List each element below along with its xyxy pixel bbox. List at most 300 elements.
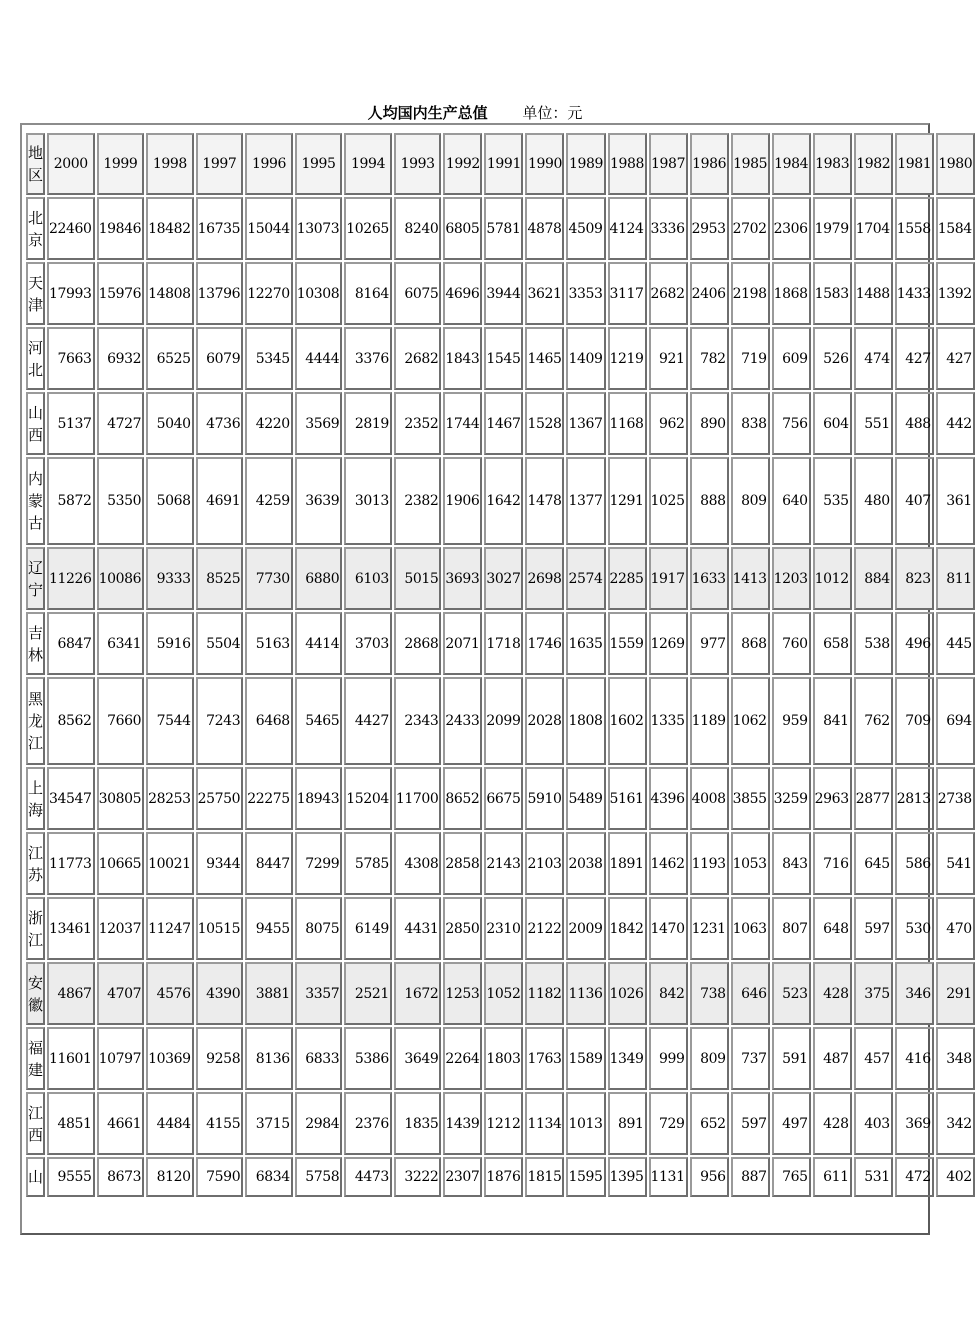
value-cell: 9333 bbox=[146, 547, 194, 610]
value-cell: 1808 bbox=[566, 677, 605, 765]
value-cell: 884 bbox=[854, 547, 893, 610]
value-cell: 5872 bbox=[47, 457, 95, 545]
value-cell: 1433 bbox=[895, 262, 934, 325]
value-cell: 9555 bbox=[47, 1157, 95, 1197]
value-cell: 729 bbox=[649, 1092, 688, 1155]
value-cell: 1203 bbox=[772, 547, 811, 610]
value-cell: 5015 bbox=[394, 547, 442, 610]
table-row bbox=[26, 547, 975, 610]
value-cell: 18943 bbox=[295, 767, 343, 830]
value-cell: 488 bbox=[895, 392, 934, 455]
value-cell: 2682 bbox=[394, 327, 442, 390]
value-cell: 3336 bbox=[649, 197, 688, 260]
value-cell: 4414 bbox=[295, 612, 343, 675]
value-cell: 2963 bbox=[813, 767, 852, 830]
value-cell: 4878 bbox=[525, 197, 564, 260]
value-cell: 841 bbox=[813, 677, 852, 765]
table-row bbox=[26, 457, 975, 545]
value-cell: 6468 bbox=[245, 677, 293, 765]
value-cell: 12037 bbox=[97, 897, 145, 960]
value-cell: 7663 bbox=[47, 327, 95, 390]
value-cell: 348 bbox=[936, 1027, 975, 1090]
value-cell: 1642 bbox=[484, 457, 523, 545]
value-cell: 34547 bbox=[47, 767, 95, 830]
value-cell: 4691 bbox=[196, 457, 244, 545]
value-cell: 694 bbox=[936, 677, 975, 765]
value-cell: 1231 bbox=[690, 897, 729, 960]
value-cell: 2103 bbox=[525, 832, 564, 895]
value-cell: 962 bbox=[649, 392, 688, 455]
value-cell: 15044 bbox=[245, 197, 293, 260]
value-cell: 523 bbox=[772, 962, 811, 1025]
value-cell: 6834 bbox=[245, 1157, 293, 1197]
value-cell: 4124 bbox=[608, 197, 647, 260]
value-cell: 3944 bbox=[484, 262, 523, 325]
value-cell: 4576 bbox=[146, 962, 194, 1025]
value-cell: 407 bbox=[895, 457, 934, 545]
value-cell: 7590 bbox=[196, 1157, 244, 1197]
value-cell: 3569 bbox=[295, 392, 343, 455]
table-row bbox=[26, 1092, 975, 1155]
value-cell: 3376 bbox=[344, 327, 392, 390]
year-header-cell: 1998 bbox=[146, 133, 194, 195]
region-cell: 吉林 bbox=[26, 612, 45, 675]
value-cell: 1253 bbox=[443, 962, 482, 1025]
value-cell: 1395 bbox=[608, 1157, 647, 1197]
value-cell: 4427 bbox=[344, 677, 392, 765]
value-cell: 4484 bbox=[146, 1092, 194, 1155]
value-cell: 1545 bbox=[484, 327, 523, 390]
table-row bbox=[26, 327, 975, 390]
value-cell: 8673 bbox=[97, 1157, 145, 1197]
value-cell: 541 bbox=[936, 832, 975, 895]
value-cell: 921 bbox=[649, 327, 688, 390]
value-cell: 4155 bbox=[196, 1092, 244, 1155]
value-cell: 1131 bbox=[649, 1157, 688, 1197]
value-cell: 22275 bbox=[245, 767, 293, 830]
value-cell: 428 bbox=[813, 962, 852, 1025]
value-cell: 369 bbox=[895, 1092, 934, 1155]
year-header-cell: 1990 bbox=[525, 133, 564, 195]
value-cell: 1746 bbox=[525, 612, 564, 675]
value-cell: 762 bbox=[854, 677, 893, 765]
value-cell: 22460 bbox=[47, 197, 95, 260]
value-cell: 346 bbox=[895, 962, 934, 1025]
value-cell: 1583 bbox=[813, 262, 852, 325]
value-cell: 3881 bbox=[245, 962, 293, 1025]
value-cell: 474 bbox=[854, 327, 893, 390]
table-row bbox=[26, 1027, 975, 1090]
value-cell: 551 bbox=[854, 392, 893, 455]
value-cell: 14808 bbox=[146, 262, 194, 325]
value-cell: 4661 bbox=[97, 1092, 145, 1155]
value-cell: 2071 bbox=[443, 612, 482, 675]
value-cell: 427 bbox=[936, 327, 975, 390]
value-cell: 16735 bbox=[196, 197, 244, 260]
value-cell: 2009 bbox=[566, 897, 605, 960]
value-cell: 807 bbox=[772, 897, 811, 960]
region-cell: 山西 bbox=[26, 392, 45, 455]
value-cell: 1168 bbox=[608, 392, 647, 455]
region-cell: 江苏 bbox=[26, 832, 45, 895]
value-cell: 890 bbox=[690, 392, 729, 455]
value-cell: 11601 bbox=[47, 1027, 95, 1090]
value-cell: 428 bbox=[813, 1092, 852, 1155]
value-cell: 2877 bbox=[854, 767, 893, 830]
region-cell: 北京 bbox=[26, 197, 45, 260]
value-cell: 1595 bbox=[566, 1157, 605, 1197]
value-cell: 1672 bbox=[394, 962, 442, 1025]
value-cell: 12270 bbox=[245, 262, 293, 325]
value-cell: 1013 bbox=[566, 1092, 605, 1155]
year-header-cell: 1993 bbox=[394, 133, 442, 195]
value-cell: 2984 bbox=[295, 1092, 343, 1155]
value-cell: 8240 bbox=[394, 197, 442, 260]
value-cell: 10265 bbox=[344, 197, 392, 260]
value-cell: 1488 bbox=[854, 262, 893, 325]
value-cell: 8652 bbox=[443, 767, 482, 830]
value-cell: 4444 bbox=[295, 327, 343, 390]
value-cell: 716 bbox=[813, 832, 852, 895]
value-cell: 4431 bbox=[394, 897, 442, 960]
value-cell: 959 bbox=[772, 677, 811, 765]
value-cell: 427 bbox=[895, 327, 934, 390]
table-frame bbox=[20, 123, 973, 1235]
value-cell: 6675 bbox=[484, 767, 523, 830]
title-text: 人均国内生产总值 bbox=[367, 104, 488, 122]
value-cell: 5758 bbox=[295, 1157, 343, 1197]
value-cell: 8075 bbox=[295, 897, 343, 960]
table-row bbox=[26, 262, 975, 325]
value-cell: 3013 bbox=[344, 457, 392, 545]
value-cell: 888 bbox=[690, 457, 729, 545]
value-cell: 709 bbox=[895, 677, 934, 765]
value-cell: 13073 bbox=[295, 197, 343, 260]
value-cell: 8525 bbox=[196, 547, 244, 610]
value-cell: 1465 bbox=[525, 327, 564, 390]
value-cell: 1182 bbox=[525, 962, 564, 1025]
value-cell: 586 bbox=[895, 832, 934, 895]
value-cell: 2122 bbox=[525, 897, 564, 960]
value-cell: 497 bbox=[772, 1092, 811, 1155]
value-cell: 13461 bbox=[47, 897, 95, 960]
value-cell: 403 bbox=[854, 1092, 893, 1155]
value-cell: 737 bbox=[731, 1027, 770, 1090]
table-row bbox=[26, 767, 975, 830]
value-cell: 4390 bbox=[196, 962, 244, 1025]
year-header-cell: 1991 bbox=[484, 133, 523, 195]
region-cell: 天津 bbox=[26, 262, 45, 325]
value-cell: 2574 bbox=[566, 547, 605, 610]
value-cell: 1219 bbox=[608, 327, 647, 390]
value-cell: 11226 bbox=[47, 547, 95, 610]
value-cell: 18482 bbox=[146, 197, 194, 260]
value-cell: 2433 bbox=[443, 677, 482, 765]
value-cell: 5137 bbox=[47, 392, 95, 455]
value-cell: 15976 bbox=[97, 262, 145, 325]
value-cell: 1589 bbox=[566, 1027, 605, 1090]
gdp-table bbox=[24, 131, 977, 1199]
value-cell: 4259 bbox=[245, 457, 293, 545]
value-cell: 782 bbox=[690, 327, 729, 390]
table-row bbox=[26, 197, 975, 260]
value-cell: 7243 bbox=[196, 677, 244, 765]
value-cell: 4727 bbox=[97, 392, 145, 455]
value-cell: 842 bbox=[649, 962, 688, 1025]
value-cell: 6525 bbox=[146, 327, 194, 390]
value-cell: 1744 bbox=[443, 392, 482, 455]
value-cell: 1558 bbox=[895, 197, 934, 260]
value-cell: 9455 bbox=[245, 897, 293, 960]
value-cell: 6341 bbox=[97, 612, 145, 675]
value-cell: 597 bbox=[854, 897, 893, 960]
table-row bbox=[26, 392, 975, 455]
value-cell: 7730 bbox=[245, 547, 293, 610]
value-cell: 646 bbox=[731, 962, 770, 1025]
value-cell: 1467 bbox=[484, 392, 523, 455]
value-cell: 4308 bbox=[394, 832, 442, 895]
table-row bbox=[26, 897, 975, 960]
year-header-cell: 1982 bbox=[854, 133, 893, 195]
value-cell: 760 bbox=[772, 612, 811, 675]
value-cell: 6847 bbox=[47, 612, 95, 675]
year-header-cell: 1987 bbox=[649, 133, 688, 195]
value-cell: 8120 bbox=[146, 1157, 194, 1197]
value-cell: 977 bbox=[690, 612, 729, 675]
value-cell: 1189 bbox=[690, 677, 729, 765]
value-cell: 1193 bbox=[690, 832, 729, 895]
value-cell: 5910 bbox=[525, 767, 564, 830]
value-cell: 1025 bbox=[649, 457, 688, 545]
value-cell: 3639 bbox=[295, 457, 343, 545]
table-row bbox=[26, 962, 975, 1025]
value-cell: 4736 bbox=[196, 392, 244, 455]
region-cell: 辽宁 bbox=[26, 547, 45, 610]
value-cell: 15204 bbox=[344, 767, 392, 830]
value-cell: 645 bbox=[854, 832, 893, 895]
value-cell: 2099 bbox=[484, 677, 523, 765]
value-cell: 2038 bbox=[566, 832, 605, 895]
value-cell: 1979 bbox=[813, 197, 852, 260]
value-cell: 10021 bbox=[146, 832, 194, 895]
value-cell: 719 bbox=[731, 327, 770, 390]
value-cell: 1602 bbox=[608, 677, 647, 765]
value-cell: 5161 bbox=[608, 767, 647, 830]
value-cell: 10515 bbox=[196, 897, 244, 960]
value-cell: 1835 bbox=[394, 1092, 442, 1155]
year-header-cell: 1996 bbox=[245, 133, 293, 195]
value-cell: 5465 bbox=[295, 677, 343, 765]
year-header-cell: 1983 bbox=[813, 133, 852, 195]
value-cell: 3855 bbox=[731, 767, 770, 830]
value-cell: 4696 bbox=[443, 262, 482, 325]
value-cell: 3357 bbox=[295, 962, 343, 1025]
value-cell: 5040 bbox=[146, 392, 194, 455]
value-cell: 2264 bbox=[443, 1027, 482, 1090]
value-cell: 5504 bbox=[196, 612, 244, 675]
value-cell: 887 bbox=[731, 1157, 770, 1197]
year-header-cell: 1997 bbox=[196, 133, 244, 195]
value-cell: 2382 bbox=[394, 457, 442, 545]
value-cell: 1876 bbox=[484, 1157, 523, 1197]
region-cell: 安徽 bbox=[26, 962, 45, 1025]
region-cell: 黑龙江 bbox=[26, 677, 45, 765]
value-cell: 5350 bbox=[97, 457, 145, 545]
value-cell: 3649 bbox=[394, 1027, 442, 1090]
value-cell: 3027 bbox=[484, 547, 523, 610]
value-cell: 2285 bbox=[608, 547, 647, 610]
year-header-cell: 1999 bbox=[97, 133, 145, 195]
value-cell: 1815 bbox=[525, 1157, 564, 1197]
table-title bbox=[0, 103, 950, 123]
value-cell: 342 bbox=[936, 1092, 975, 1155]
value-cell: 640 bbox=[772, 457, 811, 545]
value-cell: 11700 bbox=[394, 767, 442, 830]
year-header-cell: 1988 bbox=[608, 133, 647, 195]
value-cell: 765 bbox=[772, 1157, 811, 1197]
value-cell: 999 bbox=[649, 1027, 688, 1090]
value-cell: 1012 bbox=[813, 547, 852, 610]
value-cell: 442 bbox=[936, 392, 975, 455]
value-cell: 2376 bbox=[344, 1092, 392, 1155]
value-cell: 3693 bbox=[443, 547, 482, 610]
value-cell: 1409 bbox=[566, 327, 605, 390]
value-cell: 531 bbox=[854, 1157, 893, 1197]
table-row bbox=[26, 832, 975, 895]
table-row bbox=[26, 677, 975, 765]
value-cell: 472 bbox=[895, 1157, 934, 1197]
value-cell: 6880 bbox=[295, 547, 343, 610]
value-cell: 1291 bbox=[608, 457, 647, 545]
region-cell: 山 bbox=[26, 1157, 45, 1197]
value-cell: 3703 bbox=[344, 612, 392, 675]
value-cell: 8562 bbox=[47, 677, 95, 765]
value-cell: 2352 bbox=[394, 392, 442, 455]
value-cell: 809 bbox=[690, 1027, 729, 1090]
value-cell: 738 bbox=[690, 962, 729, 1025]
value-cell: 1212 bbox=[484, 1092, 523, 1155]
value-cell: 4396 bbox=[649, 767, 688, 830]
value-cell: 2813 bbox=[895, 767, 934, 830]
value-cell: 1367 bbox=[566, 392, 605, 455]
unit-label: 单位：元 bbox=[522, 104, 583, 122]
table-header-row bbox=[26, 133, 975, 195]
value-cell: 652 bbox=[690, 1092, 729, 1155]
value-cell: 25750 bbox=[196, 767, 244, 830]
value-cell: 2306 bbox=[772, 197, 811, 260]
value-cell: 5163 bbox=[245, 612, 293, 675]
value-cell: 5785 bbox=[344, 832, 392, 895]
value-cell: 6805 bbox=[443, 197, 482, 260]
value-cell: 17993 bbox=[47, 262, 95, 325]
value-cell: 1462 bbox=[649, 832, 688, 895]
value-cell: 1842 bbox=[608, 897, 647, 960]
value-cell: 5781 bbox=[484, 197, 523, 260]
value-cell: 1439 bbox=[443, 1092, 482, 1155]
region-cell: 浙江 bbox=[26, 897, 45, 960]
value-cell: 1803 bbox=[484, 1027, 523, 1090]
year-header-cell: 1984 bbox=[772, 133, 811, 195]
year-header-cell: 1994 bbox=[344, 133, 392, 195]
value-cell: 5916 bbox=[146, 612, 194, 675]
value-cell: 2868 bbox=[394, 612, 442, 675]
value-cell: 10797 bbox=[97, 1027, 145, 1090]
region-cell: 内蒙古 bbox=[26, 457, 45, 545]
value-cell: 4707 bbox=[97, 962, 145, 1025]
value-cell: 3259 bbox=[772, 767, 811, 830]
year-header-cell: 1992 bbox=[443, 133, 482, 195]
value-cell: 530 bbox=[895, 897, 934, 960]
value-cell: 591 bbox=[772, 1027, 811, 1090]
value-cell: 843 bbox=[772, 832, 811, 895]
value-cell: 1843 bbox=[443, 327, 482, 390]
value-cell: 2406 bbox=[690, 262, 729, 325]
value-cell: 6149 bbox=[344, 897, 392, 960]
value-cell: 956 bbox=[690, 1157, 729, 1197]
value-cell: 5386 bbox=[344, 1027, 392, 1090]
year-header-cell: 1989 bbox=[566, 133, 605, 195]
value-cell: 756 bbox=[772, 392, 811, 455]
value-cell: 1559 bbox=[608, 612, 647, 675]
value-cell: 1136 bbox=[566, 962, 605, 1025]
value-cell: 6075 bbox=[394, 262, 442, 325]
value-cell: 1052 bbox=[484, 962, 523, 1025]
value-cell: 7544 bbox=[146, 677, 194, 765]
header-region-cell: 地区 bbox=[26, 133, 45, 195]
value-cell: 13796 bbox=[196, 262, 244, 325]
value-cell: 648 bbox=[813, 897, 852, 960]
value-cell: 2698 bbox=[525, 547, 564, 610]
value-cell: 5345 bbox=[245, 327, 293, 390]
value-cell: 2307 bbox=[443, 1157, 482, 1197]
value-cell: 10369 bbox=[146, 1027, 194, 1090]
value-cell: 2521 bbox=[344, 962, 392, 1025]
value-cell: 1335 bbox=[649, 677, 688, 765]
value-cell: 28253 bbox=[146, 767, 194, 830]
value-cell: 4851 bbox=[47, 1092, 95, 1155]
value-cell: 597 bbox=[731, 1092, 770, 1155]
value-cell: 1413 bbox=[731, 547, 770, 610]
value-cell: 6103 bbox=[344, 547, 392, 610]
value-cell: 1349 bbox=[608, 1027, 647, 1090]
value-cell: 480 bbox=[854, 457, 893, 545]
value-cell: 1868 bbox=[772, 262, 811, 325]
value-cell: 8447 bbox=[245, 832, 293, 895]
value-cell: 5489 bbox=[566, 767, 605, 830]
value-cell: 1269 bbox=[649, 612, 688, 675]
value-cell: 8136 bbox=[245, 1027, 293, 1090]
value-cell: 3715 bbox=[245, 1092, 293, 1155]
value-cell: 2858 bbox=[443, 832, 482, 895]
value-cell: 1053 bbox=[731, 832, 770, 895]
value-cell: 6079 bbox=[196, 327, 244, 390]
value-cell: 445 bbox=[936, 612, 975, 675]
value-cell: 10665 bbox=[97, 832, 145, 895]
value-cell: 838 bbox=[731, 392, 770, 455]
region-cell: 上海 bbox=[26, 767, 45, 830]
value-cell: 1704 bbox=[854, 197, 893, 260]
value-cell: 811 bbox=[936, 547, 975, 610]
value-cell: 526 bbox=[813, 327, 852, 390]
year-header-cell: 2000 bbox=[47, 133, 95, 195]
value-cell: 2819 bbox=[344, 392, 392, 455]
year-header-cell: 1981 bbox=[895, 133, 934, 195]
value-cell: 1470 bbox=[649, 897, 688, 960]
value-cell: 3621 bbox=[525, 262, 564, 325]
year-header-cell: 1985 bbox=[731, 133, 770, 195]
value-cell: 2343 bbox=[394, 677, 442, 765]
value-cell: 2310 bbox=[484, 897, 523, 960]
